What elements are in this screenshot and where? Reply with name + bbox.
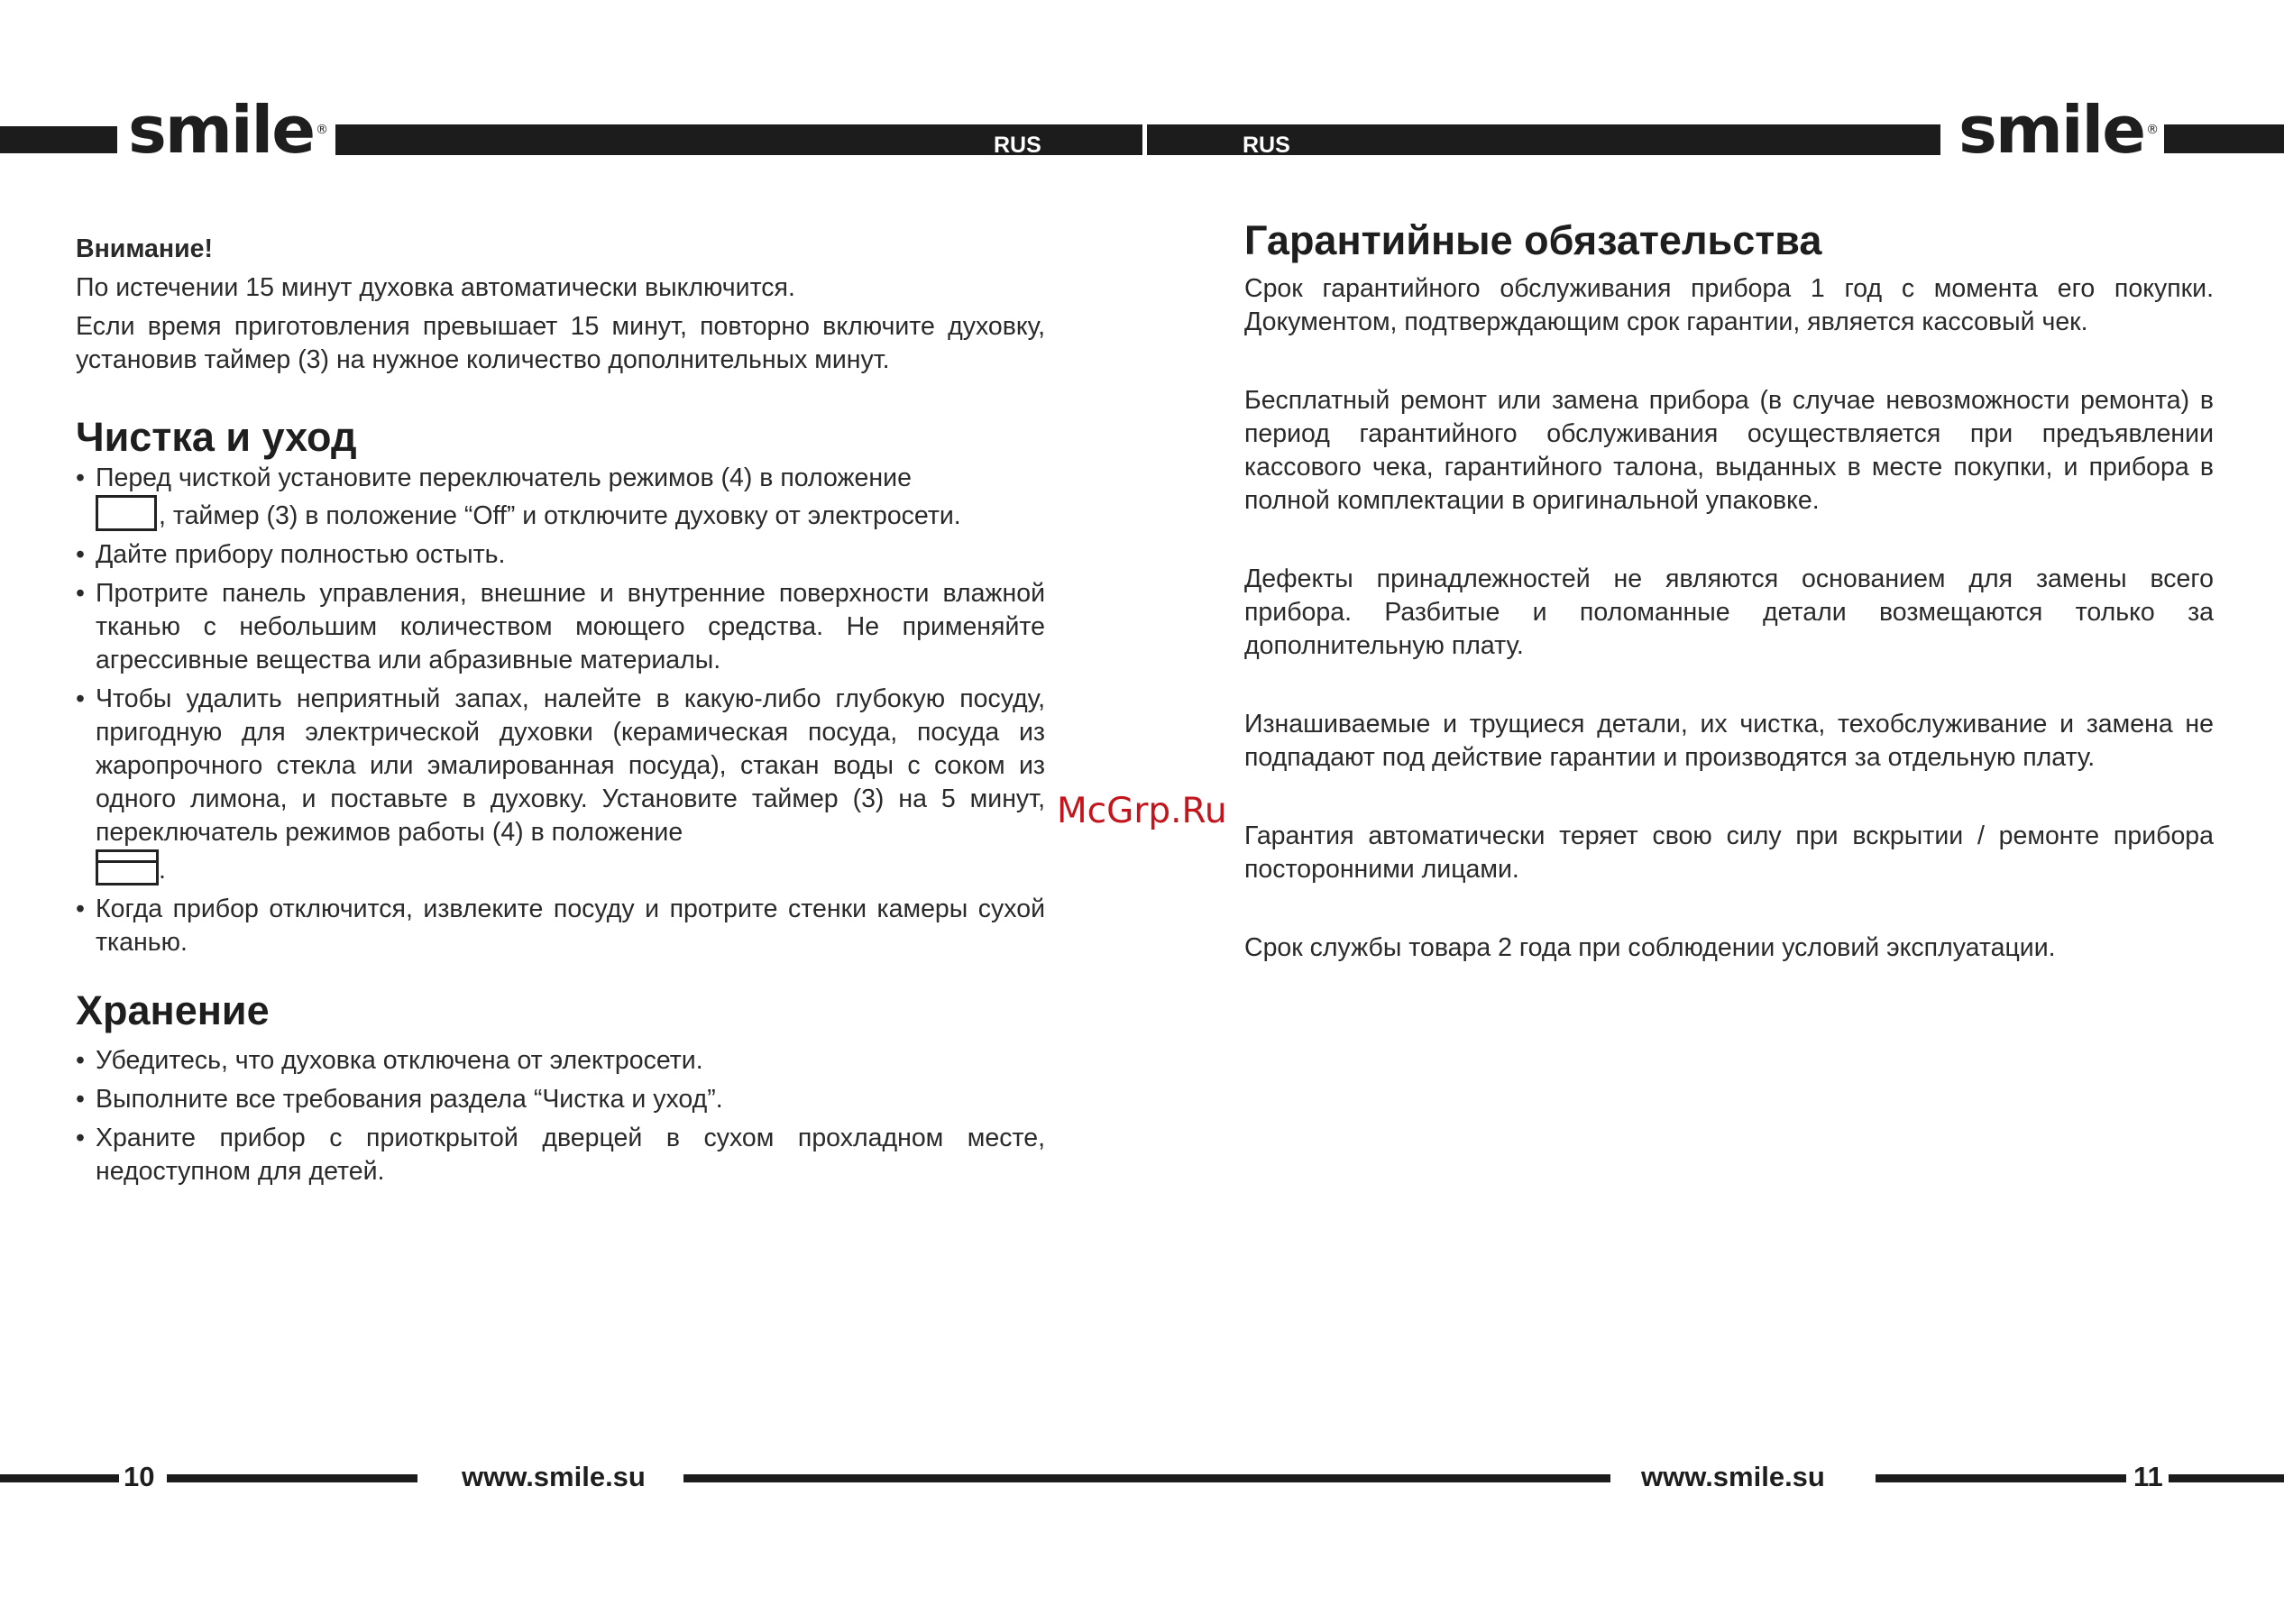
mode-off-symbol-icon bbox=[96, 495, 157, 531]
footer-rule-left-edge bbox=[0, 1474, 119, 1482]
cleaning-item-4: • Чтобы удалить неприятный запах, налейте в какую-либо глубокую посуду, пригодную для электрической духовки (керамическая посуда, посуда из жаропрочного стекла или эмалированная посуда), стакан воды с соком из одного лимона, и поставьте в духовку. Установите таймер (3) на 5 минут, переключатель режимов работы (4) в положение . bbox=[76, 683, 1045, 887]
warranty-paragraph-2: Бесплатный ремонт или замена прибора (в случае невозможности ремонта) в период гарантийного обслуживания осуществляется при предъявлении кассового чека, гарантийного талона, выданных в месте покупки, и прибора в полной комплектации в оригинальной упаковке. bbox=[1244, 386, 2214, 515]
storage-heading: Хранение bbox=[76, 987, 270, 1033]
cleaning-item-5: • Когда прибор отключится, извлеките посуду и протрите стенки камеры сухой тканью. bbox=[76, 893, 1045, 959]
top-heat-mode-symbol-icon bbox=[96, 849, 159, 885]
storage-item-2: • Выполните все требования раздела “Чистка и уход”. bbox=[76, 1083, 1045, 1116]
storage-list bbox=[76, 1044, 1045, 1188]
lang-label-left: RUS bbox=[994, 133, 1041, 158]
cleaning-list bbox=[76, 462, 1045, 959]
registered-mark: ® bbox=[2146, 123, 2158, 137]
website-link-left[interactable]: www.smile.su bbox=[462, 1461, 646, 1492]
smile-logo-right: smile ® bbox=[1958, 92, 2158, 168]
footer-rule-right bbox=[1876, 1474, 2126, 1482]
warranty-paragraph-4: Изнашиваемые и трущиеся детали, их чистка, техобслуживание и замена не подпадают под действие гарантии и производятся за отдельную плату. bbox=[1244, 710, 2214, 772]
header-band-left-edge bbox=[0, 126, 117, 153]
warranty-paragraph-5: Гарантия автоматически теряет свою силу при вскрытии / ремонте прибора посторонними лицами. bbox=[1244, 821, 2214, 884]
right-page-content bbox=[1244, 216, 2214, 965]
cleaning-item-3: • Протрите панель управления, внешние и внутренние поверхности влажной тканью с небольшим количеством моющего средства. Не применяйте агрессивные вещества или абразивные материалы. bbox=[76, 577, 1045, 677]
attention-paragraph-1: По истечении 15 минут духовка автоматически выключится. bbox=[76, 273, 795, 302]
website-link-right[interactable]: www.smile.su bbox=[1641, 1461, 1825, 1492]
cleaning-heading: Чистка и уход bbox=[76, 414, 357, 460]
warranty-heading: Гарантийные обязательства bbox=[1244, 217, 1822, 263]
footer-rule-right-edge bbox=[2169, 1474, 2284, 1482]
storage-item-1: • Убедитесь, что духовка отключена от электросети. bbox=[76, 1044, 1045, 1078]
smile-logo-left: smile ® bbox=[128, 92, 327, 168]
warranty-paragraph-1: Срок гарантийного обслуживания прибора 1 год с момента его покупки. Документом, подтверждающим срок гарантии, является кассовый чек. bbox=[1244, 274, 2214, 336]
footer-rule-center bbox=[683, 1474, 1610, 1482]
attention-paragraph-2: Если время приготовления превышает 15 минут, повторно включите духовку, установив таймер (3) на нужное количество дополнительных минут. bbox=[76, 312, 1045, 374]
left-page-content bbox=[76, 233, 1045, 1188]
watermark: McGrp.Ru bbox=[1057, 791, 1227, 831]
page-number-left: 10 bbox=[124, 1461, 155, 1492]
warranty-paragraph-3: Дефекты принадлежностей не являются основанием для замены всего прибора. Разбитые и поломанные детали возмещаются только за дополнительную плату. bbox=[1244, 564, 2214, 660]
header-band-right-edge bbox=[2164, 124, 2284, 153]
storage-item-3: • Храните прибор с приоткрытой дверцей в сухом прохладном месте, недоступном для детей. bbox=[76, 1122, 1045, 1188]
attention-title: Внимание! bbox=[76, 234, 213, 263]
cleaning-item-2: • Дайте прибору полностью остыть. bbox=[76, 538, 1045, 572]
page-number-right: 11 bbox=[2133, 1461, 2163, 1492]
lang-label-right: RUS bbox=[1243, 133, 1290, 158]
warranty-paragraph-6: Срок службы товара 2 года при соблюдении условий эксплуатации. bbox=[1244, 933, 2056, 962]
cleaning-item-1: • Перед чисткой установите переключатель режимов (4) в положение , таймер (3) в положение “Off” и отключите духовку от электросети. bbox=[76, 462, 1045, 533]
registered-mark: ® bbox=[316, 123, 327, 137]
footer-rule-left bbox=[167, 1474, 417, 1482]
